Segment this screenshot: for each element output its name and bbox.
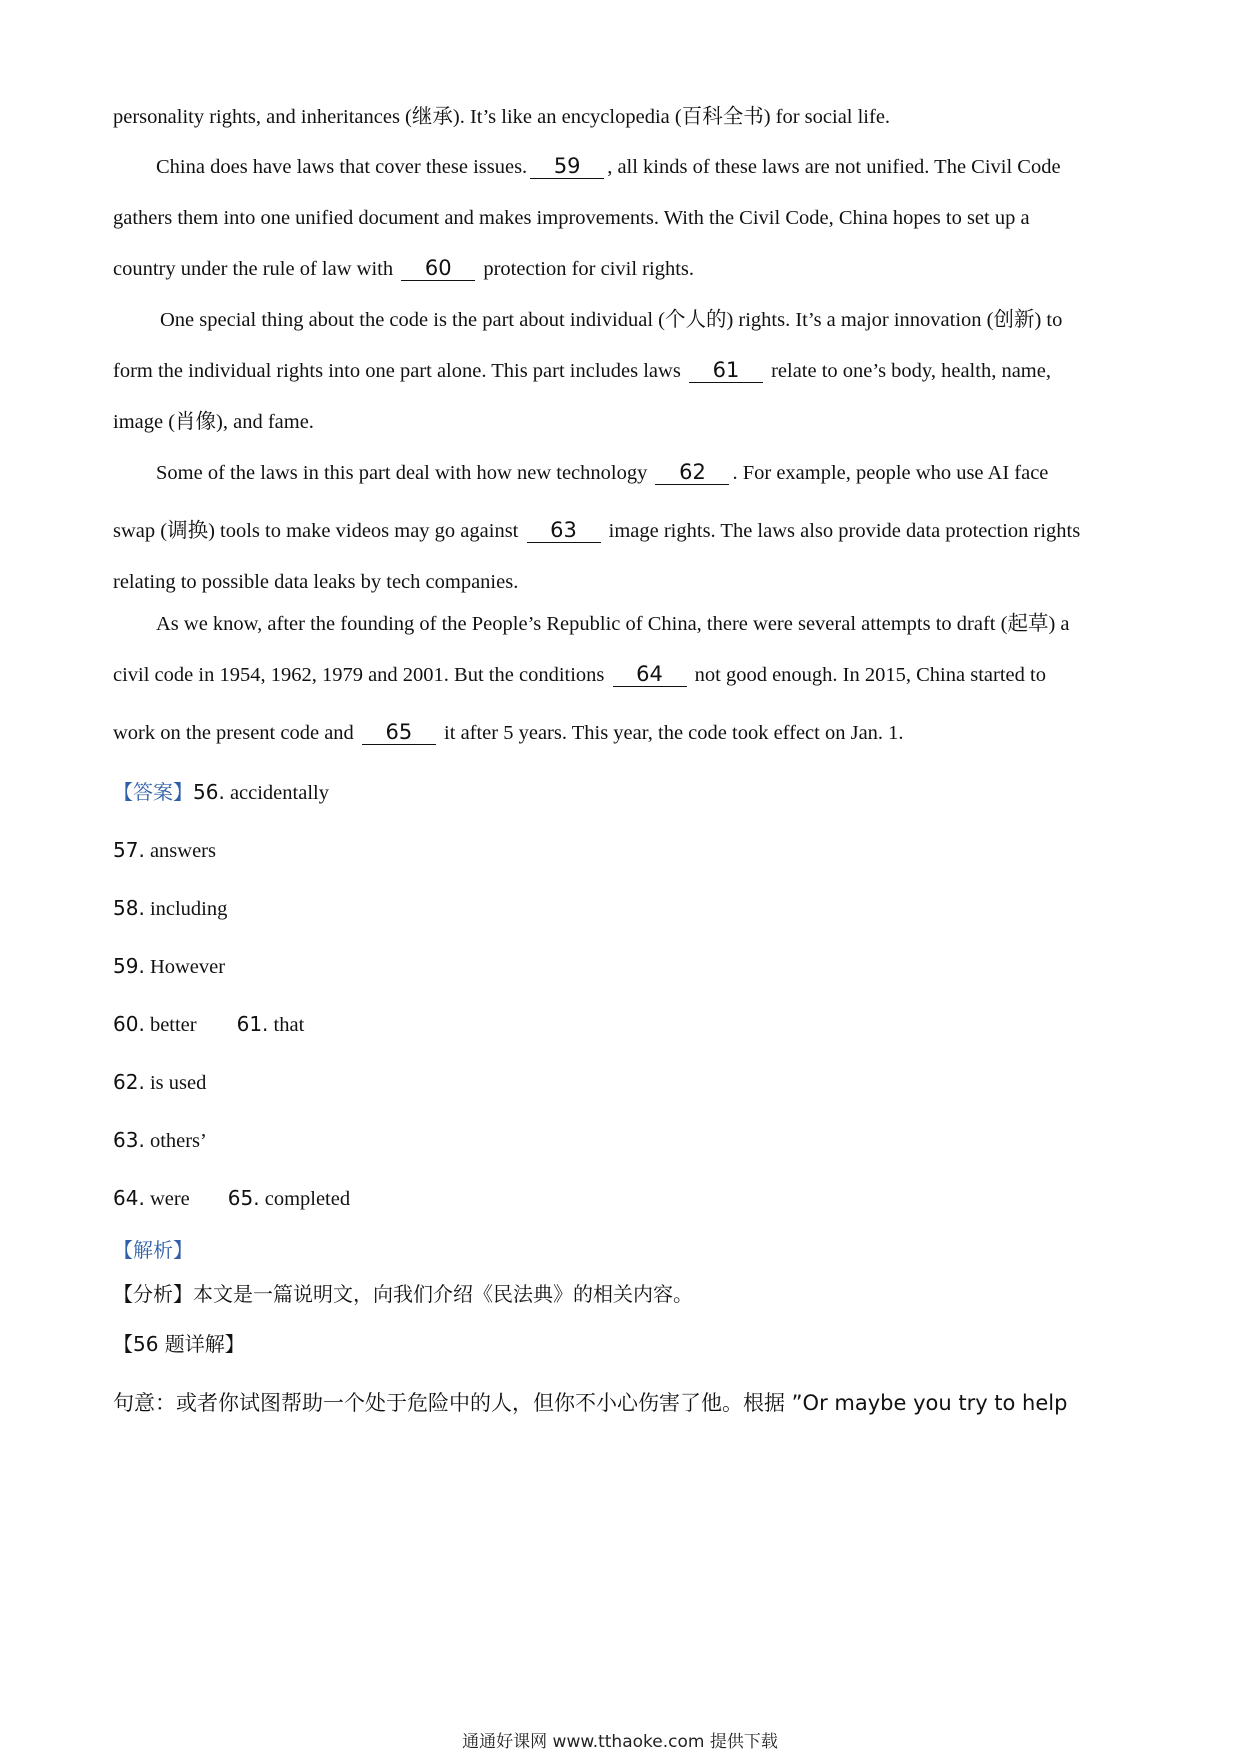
passage-line: personality rights, and inheritances (继承). It’s like an encyclopedia (百科全书) for social life. <box>113 106 891 128</box>
passage-text: it after 5 years. This year, the code took effect on Jan. 1. <box>444 722 904 744</box>
blank-64: 64 <box>613 662 687 687</box>
blank-65: 65 <box>362 720 436 745</box>
answer-number: 65. <box>227 1186 260 1210</box>
passage-text: protection for civil rights. <box>483 258 694 280</box>
answer-text: including <box>149 898 228 920</box>
answer-number: 64. <box>113 1186 145 1210</box>
answer-row <box>113 1068 206 1097</box>
answer-text: that <box>273 1014 305 1036</box>
answer-text: However <box>149 956 226 978</box>
analysis-summary: 【分析】本文是一篇说明文，向我们介绍《民法典》的相关内容。 <box>113 1282 693 1306</box>
answer-row <box>113 952 225 981</box>
passage-text: relate to one’s body, health, name, <box>771 360 1051 382</box>
blank-63: 63 <box>527 518 601 543</box>
question-56-text: 句意：或者你试图帮助一个处于危险中的人，但你不小心伤害了他。根据 ”Or maybe you try to help <box>113 1391 1068 1415</box>
passage-text: swap (调换) tools to make videos may go against <box>113 520 519 542</box>
passage-line: gathers them into one unified document and makes improvements. With the Civil Code, China hopes to set up a <box>113 207 1030 229</box>
passage-line <box>113 661 1046 689</box>
passage-line <box>113 357 1051 385</box>
answer-text: answers <box>149 840 216 862</box>
answer-number: 63. <box>113 1128 145 1152</box>
passage-line <box>156 459 1048 487</box>
answer-row <box>113 1010 304 1039</box>
blank-59: 59 <box>530 154 604 179</box>
passage-text: not good enough. In 2015, China started to <box>694 664 1046 686</box>
passage-text: . For example, people who use AI face <box>732 462 1049 484</box>
answer-text: is used <box>149 1072 207 1094</box>
answer-row <box>113 894 227 923</box>
passage-line: As we know, after the founding of the People’s Republic of China, there were several attempts to draft (起草) a <box>156 613 1070 635</box>
answer-number: 58. <box>113 896 145 920</box>
blank-62: 62 <box>655 460 729 485</box>
passage-text: Some of the laws in this part deal with how new technology <box>156 462 648 484</box>
passage-line: image (肖像), and fame. <box>113 411 314 433</box>
answer-text: were <box>149 1188 190 1210</box>
passage-line: relating to possible data leaks by tech companies. <box>113 571 519 593</box>
blank-60: 60 <box>401 256 475 281</box>
page-footer: 通通好课网 www.tthaoke.com 提供下载 <box>462 1732 778 1752</box>
passage-text: China does have laws that cover these issues. <box>156 156 528 178</box>
passage-text: form the individual rights into one part alone. This part includes laws <box>113 360 681 382</box>
passage-line <box>113 517 1080 545</box>
answer-text: others’ <box>149 1130 207 1152</box>
passage-text: image rights. The laws also provide data protection rights <box>608 520 1081 542</box>
answer-row <box>113 778 329 807</box>
analysis-label-row <box>113 1236 193 1265</box>
question-56-heading: 【56 题详解】 <box>113 1332 245 1356</box>
passage-text: , all kinds of these laws are not unified. The Civil Code <box>607 156 1061 178</box>
passage-text: civil code in 1954, 1962, 1979 and 2001. But the conditions <box>113 664 605 686</box>
passage-line <box>113 255 694 283</box>
answer-text: completed <box>264 1188 351 1210</box>
passage-line <box>113 719 904 747</box>
answer-text: accidentally <box>229 782 329 804</box>
answer-text: better <box>149 1014 197 1036</box>
answer-row <box>113 836 216 865</box>
answer-number: 59. <box>113 954 145 978</box>
passage-text: country under the rule of law with <box>113 258 394 280</box>
answer-number: 57. <box>113 838 145 862</box>
answer-number: 61. <box>236 1012 269 1036</box>
passage-text: work on the present code and <box>113 722 354 744</box>
passage-line: One special thing about the code is the part about individual (个人的) rights. It’s a major innovation (创新) to <box>160 309 1063 331</box>
passage-line <box>156 153 1061 181</box>
analysis-label: 【解析】 <box>113 1238 193 1262</box>
answer-number: 60. <box>113 1012 145 1036</box>
answer-row <box>113 1184 350 1213</box>
answers-label: 【答案】 <box>113 780 193 804</box>
answer-number: 56. <box>193 780 225 804</box>
answer-row <box>113 1126 207 1155</box>
blank-61: 61 <box>689 358 763 383</box>
answer-number: 62. <box>113 1070 145 1094</box>
